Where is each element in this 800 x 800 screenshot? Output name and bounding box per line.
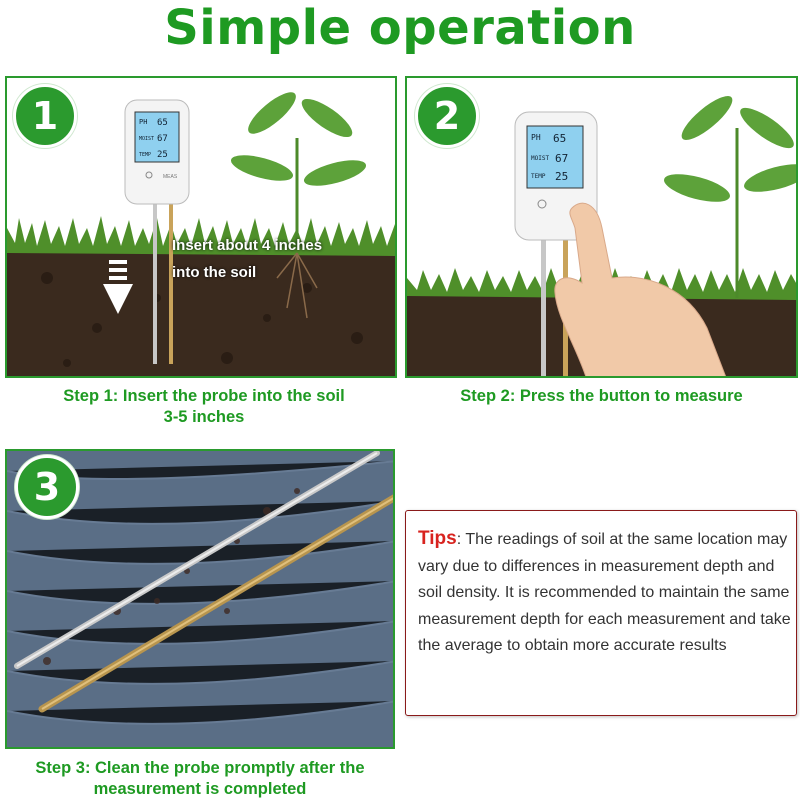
caption-line: Step 1: Insert the probe into the soil (63, 387, 345, 405)
caption-line: 3-5 inches (163, 408, 245, 426)
meas-button-label: MEAS (163, 174, 178, 180)
insert-note-line: Insert about 4 inches (172, 237, 323, 254)
caption-line: measurement is completed (93, 780, 307, 798)
device-row-label: PH (139, 118, 148, 126)
step-3-badge: 3 (15, 455, 79, 519)
device-row-value: 65 (553, 132, 567, 145)
step-2-caption: Step 2: Press the button to measure (460, 387, 743, 405)
tips-text (418, 526, 796, 660)
step-3-caption-text (0, 758, 400, 800)
device-row-value: 67 (555, 152, 569, 165)
device-row-label: TEMP (531, 173, 546, 180)
device-row-label: MOIST (139, 136, 155, 142)
step-1-caption-text (10, 386, 398, 428)
caption-line: Step 3: Clean the probe promptly after the (35, 759, 365, 777)
step-2-badge: 2 (415, 84, 479, 148)
insert-note-line: into the soil (172, 264, 257, 281)
device-row-value: 67 (157, 134, 168, 144)
step-1-panel (5, 76, 397, 378)
device-row-value: 25 (555, 170, 569, 183)
step-3-panel (5, 449, 395, 749)
device-row-label: PH (531, 133, 541, 142)
page-title: Simple operation (164, 0, 636, 56)
step-3-caption (0, 758, 400, 800)
step-1-badge: 1 (13, 84, 77, 148)
insert-depth-note (172, 232, 322, 286)
tips-label: Tips (418, 528, 457, 549)
device-row-label: MOIST (531, 155, 550, 162)
device-row-value: 65 (157, 118, 168, 128)
step-2-panel (405, 76, 798, 378)
device-row-value: 25 (157, 150, 168, 160)
step-1-caption (10, 386, 398, 428)
device-row-label: TEMP (139, 152, 152, 158)
tips-body: : The readings of soil at the same location may vary due to differences in measurement depth and soil density. It is recommended to maintain the same measurement depth for each measurement and take the average to obtain more accurate results (418, 531, 791, 654)
